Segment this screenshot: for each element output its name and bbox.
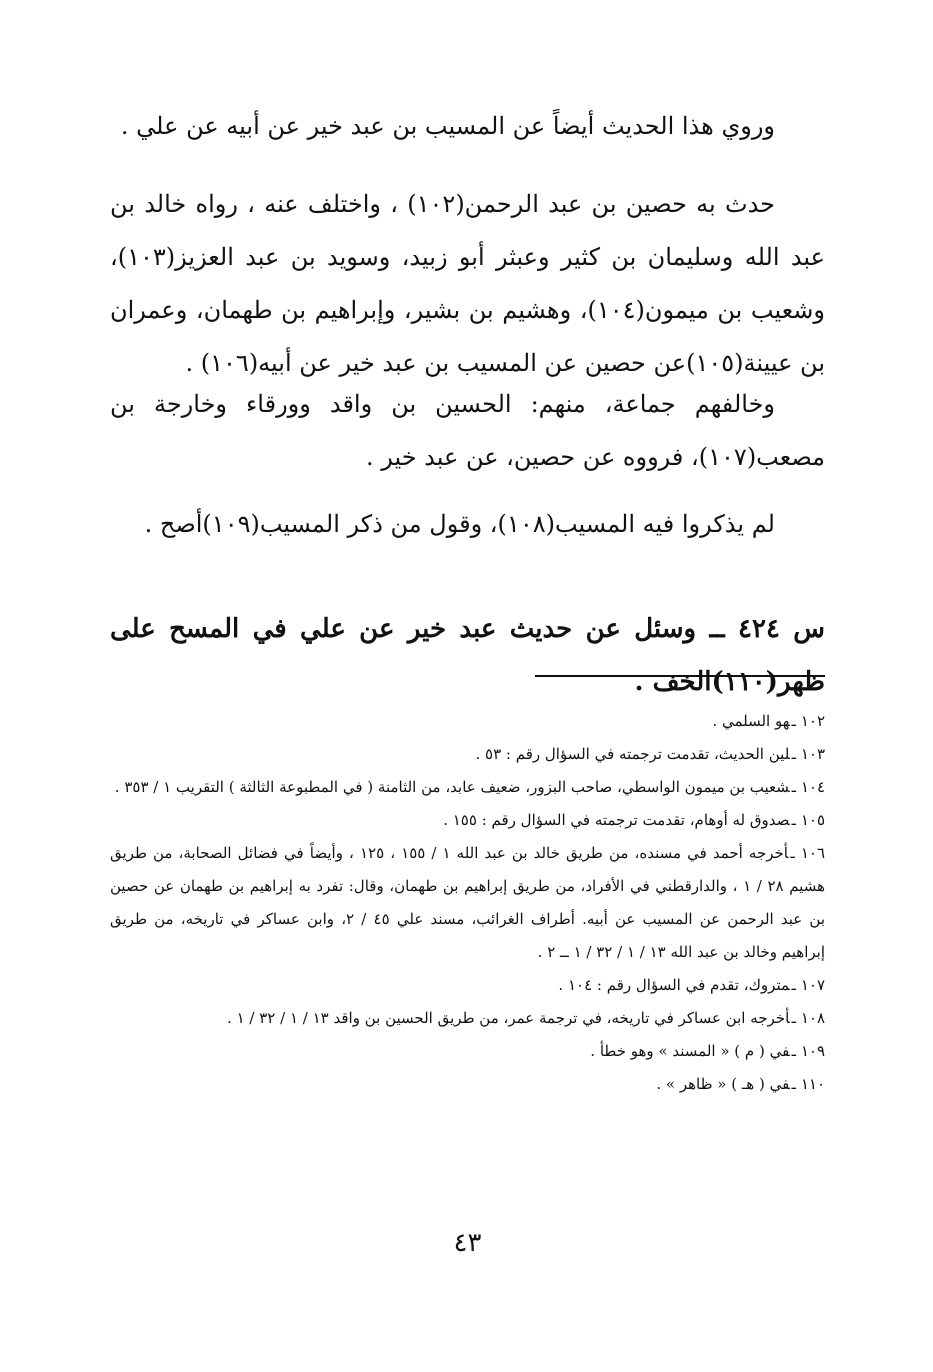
paragraph-2: حدث به حصين بن عبد الرحمن(١٠٢) ، واختلف عنه ، رواه خالد بن عبد الله وسليمان بن كثير وعبثر أبو زبيد، وسويد بن عبد العزيز(١٠٣)، وشعيب بن ميمون(١٠٤)، وهشيم بن بشير، وإبراهيم بن طهمان، وعمران بن عيينة(١٠٥)عن حصين عن المسيب بن عبد خير عن أبيه(١٠٦) . [110,190,825,377]
footnote-110: ١١٠ ـفي ( هـ ) « ظاهر » . [656,1075,825,1093]
footnote-103: ١٠٣ ـلين الحديث، تقدمت ترجمته في السؤال رقم : ٥٣ . [475,745,825,763]
footnote-109: ١٠٩ ـفي ( م ) « المسند » وهو خطأ . [590,1042,825,1060]
page-number: ٤٣ [453,1228,482,1258]
footnote-108: ١٠٨ ـأخرجه ابن عساكر في تاريخه، في ترجمة عمر، من طريق الحسين بن واقد ١٣ / ١ / ٣٢ / ١ . [227,1009,825,1027]
footnote-106: ١٠٦ ـأخرجه أحمد في مسنده، من طريق خالد بن عبد الله ١ / ١٥٥ ، ١٢٥ ، وأيضاً في فضائل الصحابة، من طريق هشيم ٢٨ / ١ ، والدارقطني في الأفراد، من طريق إبراهيم بن طهمان، وقال: تفرد به إبراهيم بن طهمان عن حصين بن عبد الرحمن عن المسيب عن أبيه. أطراف الغرائب، مسند علي ٤٥ / ٢، وابن عساكر في تاريخه، من طريق إبراهيم وخالد بن عبد الله ١٣ / ١ / ٣٢ / ١ ــ ٢ . [110,844,826,961]
paragraph-4: لم يذكروا فيه المسيب(١٠٨)، وقول من ذكر المسيب(١٠٩)أصح . [144,510,775,538]
footnote-105: ١٠٥ ـصدوق له أوهام، تقدمت ترجمته في السؤال رقم : ١٥٥ . [443,811,825,829]
footnote-divider [535,675,825,677]
footnote-102: ١٠٢ ـهو السلمي . [712,712,825,730]
paragraph-3: وخالفهم جماعة، منهم: الحسين بن واقد وورقاء وخارجة بن مصعب(١٠٧)، فرووه عن حصين، عن عبد خير . [110,390,825,471]
footnote-107: ١٠٧ ـمتروك، تقدم في السؤال رقم : ١٠٤ . [558,976,825,994]
question-heading: س ٤٢٤ ــ وسئل عن حديث عبد خير عن علي في المسح على ظهر(١١٠)الخف . [110,614,825,697]
footnote-104: ١٠٤ ـشعيب بن ميمون الواسطي، صاحب البزور، ضعيف عابد، من الثامنة ( في المطبوعة الثالثة ) التقريب ١ / ٣٥٣ . [114,778,825,796]
footnotes [110,705,825,1101]
document-page [110,0,825,1372]
paragraph-1: وروي هذا الحديث أيضاً عن المسيب بن عبد خير عن أبيه عن علي . [120,112,775,140]
